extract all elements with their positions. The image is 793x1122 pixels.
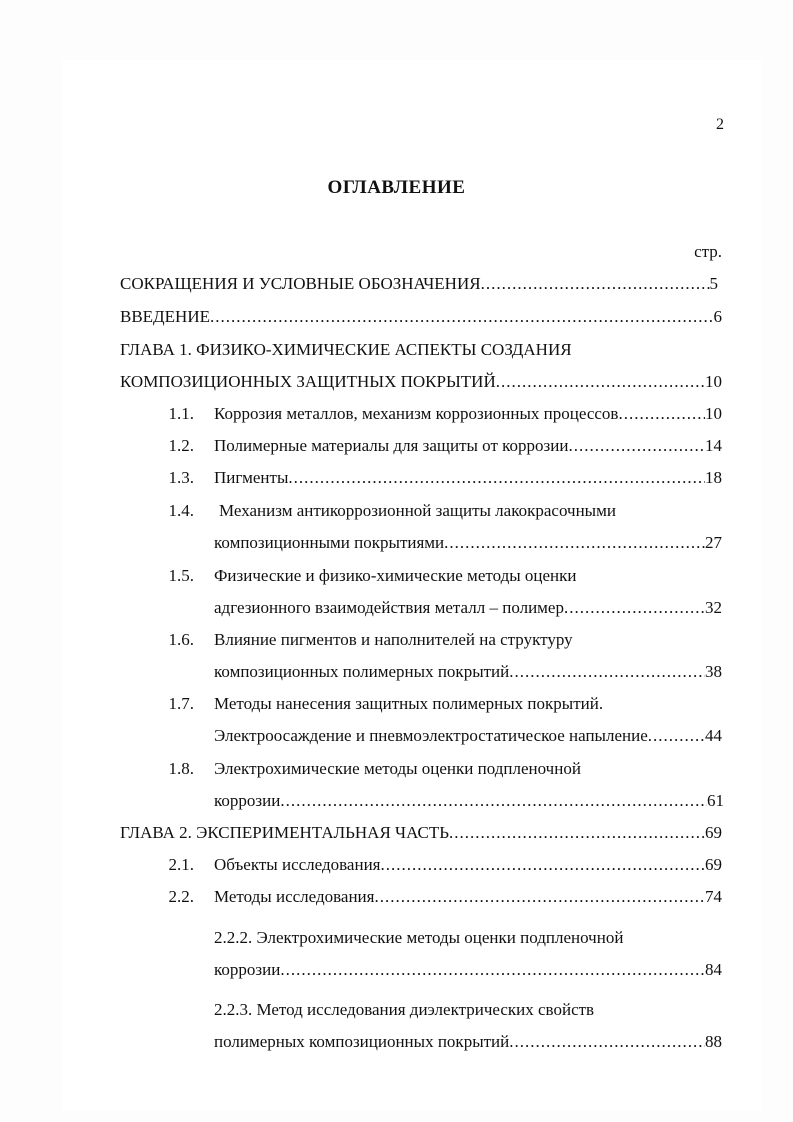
toc-entry-text: коррозии <box>214 960 281 979</box>
section-number: 1.2. <box>168 436 194 455</box>
toc-entry-page: 10 <box>705 404 722 423</box>
toc-subsection-2-2-2-line1[interactable]: 2.2.2. Электрохимические методы оценки подпленочной <box>214 928 624 947</box>
toc-entry-text: СОКРАЩЕНИЯ И УСЛОВНЫЕ ОБОЗНАЧЕНИЯ <box>120 274 481 293</box>
toc-entry-text: Электроосаждение и пневмоэлектростатическое напыление <box>214 726 648 745</box>
leader-dots <box>648 724 705 748</box>
leader-dots <box>288 466 705 490</box>
toc-entry-text: Коррозия металлов, механизм коррозионных процессов <box>214 404 619 423</box>
toc-entry-text: полимерных композиционных покрытий <box>214 1032 510 1051</box>
leader-dots <box>618 402 705 426</box>
toc-entry-text: КОМПОЗИЦИОННЫХ ЗАЩИТНЫХ ПОКРЫТИЙ <box>120 372 496 391</box>
toc-entry-page: 61 <box>707 791 724 810</box>
toc-entry-text: Пигменты <box>214 468 289 487</box>
toc-entry-subsection-2-2-3[interactable] <box>214 1030 722 1054</box>
toc-entry-text: композиционными покрытиями <box>214 533 445 552</box>
toc-entry-section-1-4[interactable] <box>214 531 722 555</box>
toc-entry-text: коррозии <box>214 791 281 810</box>
leader-dots <box>380 853 705 877</box>
toc-subsection-2-2-3-line1[interactable]: 2.2.3. Метод исследования диэлектрических свойств <box>214 1000 595 1019</box>
toc-entry-page: 6 <box>713 307 722 326</box>
toc-entry-page: 88 <box>705 1032 722 1051</box>
toc-entry-text: Полимерные материалы для защиты от коррозии <box>214 436 569 455</box>
toc-entry-section-1-2[interactable] <box>214 434 722 458</box>
leader-dots <box>509 1030 705 1054</box>
toc-entry-text: Методы исследования <box>214 887 375 906</box>
section-number: 1.1. <box>168 404 194 423</box>
toc-entry-section-1-6[interactable] <box>214 660 722 684</box>
leader-dots <box>496 370 705 394</box>
toc-entry-text: ВВЕДЕНИЕ <box>120 307 210 326</box>
toc-entry-section-1-8[interactable] <box>214 789 724 813</box>
toc-entry-page: 10 <box>705 372 722 391</box>
toc-entry-text: композиционных полимерных покрытий <box>214 662 510 681</box>
leader-dots <box>280 958 705 982</box>
toc-entry-page: 5 <box>709 274 718 293</box>
toc-entry-page: 14 <box>705 436 722 455</box>
toc-entry-section-1-3[interactable] <box>214 466 722 490</box>
toc-entry-page: 32 <box>705 598 722 617</box>
page-title: ОГЛАВЛЕНИЕ <box>327 177 466 198</box>
leader-dots <box>280 789 707 813</box>
toc-entry-text: адгезионного взаимодействия металл – полимер <box>214 598 564 617</box>
toc-entry-section-2-2[interactable] <box>214 885 722 909</box>
leader-dots <box>568 434 705 458</box>
toc-section-1-4-line1[interactable]: Механизм антикоррозионной защиты лакокрасочными <box>219 501 616 520</box>
toc-entry-page: 27 <box>705 533 722 552</box>
toc-entry-text: Объекты исследования <box>214 855 381 874</box>
leader-dots <box>509 660 705 684</box>
section-number: 1.3. <box>168 468 194 487</box>
toc-entry-page: 18 <box>705 468 722 487</box>
toc-entry-page: 38 <box>705 662 722 681</box>
leader-dots <box>444 531 705 555</box>
leader-dots <box>210 305 714 329</box>
section-number: 1.8. <box>168 759 194 778</box>
toc-section-1-7-line1[interactable]: Методы нанесения защитных полимерных покрытий. <box>214 694 604 713</box>
section-number: 2.1. <box>168 855 194 874</box>
page-column-label: стр. <box>694 242 722 261</box>
toc-section-1-6-line1[interactable]: Влияние пигментов и наполнителей на структуру <box>214 630 573 649</box>
toc-entry-page: 69 <box>705 855 722 874</box>
leader-dots <box>449 821 705 845</box>
section-number: 1.7. <box>168 694 194 713</box>
toc-entry-page: 84 <box>705 960 722 979</box>
toc-entry-chapter-2[interactable] <box>120 821 722 845</box>
toc-entry-introduction[interactable] <box>120 305 722 329</box>
toc-entry-page: 69 <box>705 823 722 842</box>
toc-entry-page: 74 <box>705 887 722 906</box>
toc-entry-text: ГЛАВА 2. ЭКСПЕРИМЕНТАЛЬНАЯ ЧАСТЬ <box>120 823 450 842</box>
toc-entry-page: 44 <box>705 726 722 745</box>
toc-entry-section-1-5[interactable] <box>214 596 722 620</box>
toc-entry-section-1-7[interactable] <box>214 724 722 748</box>
page-number: 2 <box>716 116 724 133</box>
leader-dots <box>481 272 710 296</box>
section-number: 1.5. <box>168 566 194 585</box>
toc-entry-subsection-2-2-2[interactable] <box>214 958 722 982</box>
section-number: 2.2. <box>168 887 194 906</box>
section-number: 1.6. <box>168 630 194 649</box>
toc-entry-section-1-1[interactable] <box>214 402 722 426</box>
section-number: 1.4. <box>168 501 194 520</box>
leader-dots <box>374 885 705 909</box>
toc-chapter-1-line1[interactable]: ГЛАВА 1. ФИЗИКО-ХИМИЧЕСКИЕ АСПЕКТЫ СОЗДАНИЯ <box>120 340 572 359</box>
toc-entry-abbreviations[interactable] <box>120 272 718 296</box>
toc-section-1-8-line1[interactable]: Электрохимические методы оценки подпленочной <box>214 759 581 778</box>
leader-dots <box>564 596 705 620</box>
toc-section-1-5-line1[interactable]: Физические и физико-химические методы оценки <box>214 566 577 585</box>
toc-entry-chapter-1[interactable] <box>120 370 722 394</box>
toc-entry-section-2-1[interactable] <box>214 853 722 877</box>
